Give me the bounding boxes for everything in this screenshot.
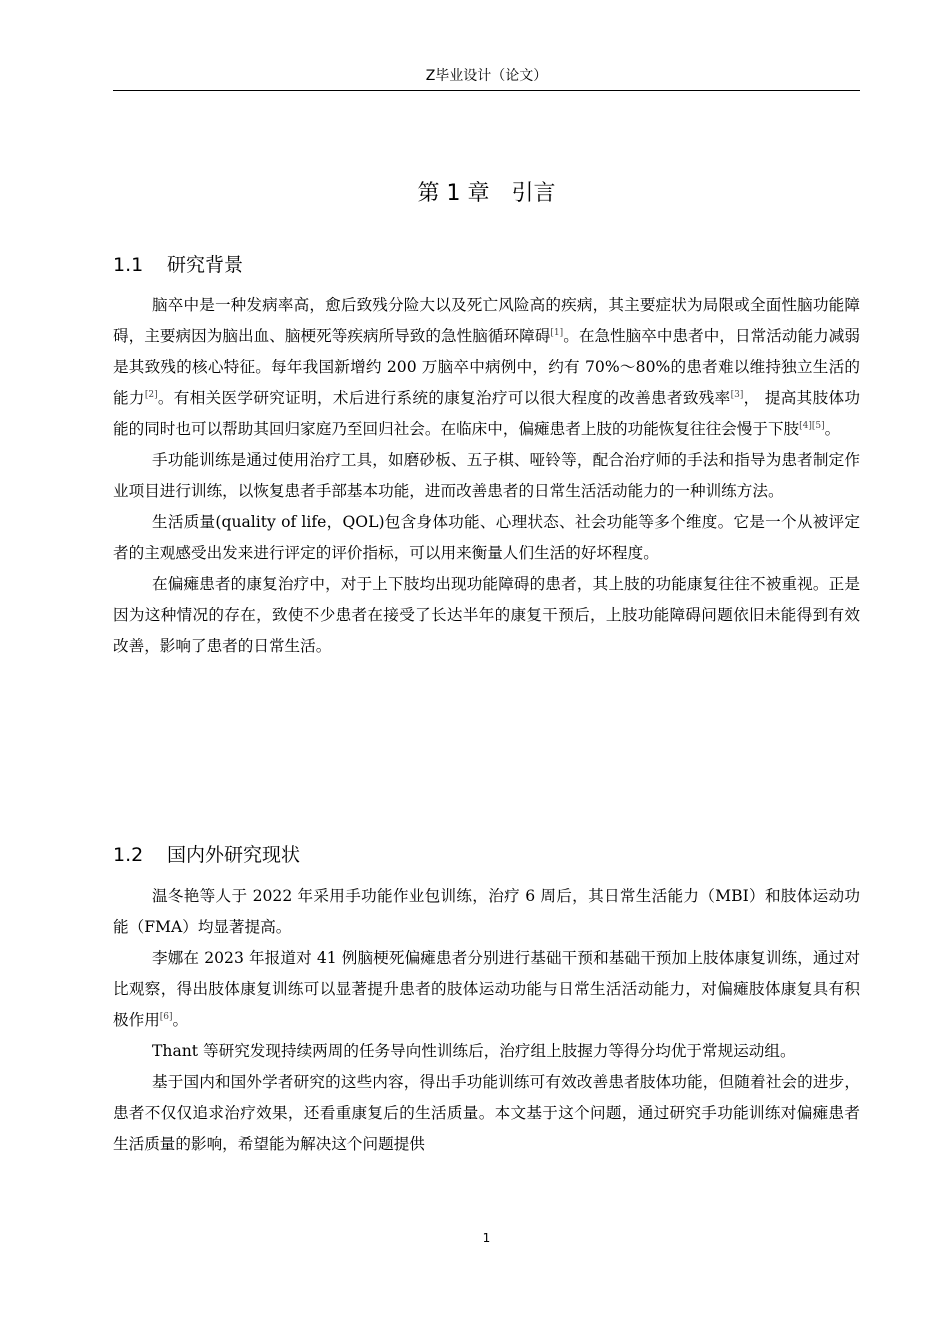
body-paragraph (113, 943, 860, 1036)
body-paragraph (113, 881, 860, 943)
section-heading (113, 841, 860, 869)
paragraph-text: 基于国内和国外学者研究的这些内容，得出手功能训练可有效改善患者肢体功能，但随着社会的进步，患者不仅仅追求治疗效果，还看重康复后的生活质量。本文基于这个问题，通过研究手功能训练对偏瘫患者生活质量的影响，希望能为解决这个问题提供 (113, 1073, 860, 1153)
header-rule (113, 90, 860, 91)
chapter-name: 引言 (511, 181, 556, 206)
body-paragraph (113, 569, 860, 662)
section-body (113, 290, 860, 662)
page-number: 1 (482, 1231, 491, 1245)
section-number: 1.2 (113, 844, 144, 866)
paragraph-text: 。在急性脑卒中患者中，日常活动能力减弱是其致残的核心特征。每年我国新增约 200 万脑卒中病例中，约有 70%～80%的患者难以维持独立生活的能力 (113, 327, 860, 407)
body-paragraph (113, 1036, 860, 1067)
citation-ref[interactable]: [4][5] (799, 420, 825, 431)
chapter-number: 第 1 章 (417, 181, 490, 206)
body-paragraph (113, 507, 860, 569)
body-paragraph (113, 445, 860, 507)
body-paragraph (113, 290, 860, 445)
body-paragraph (113, 1067, 860, 1160)
citation-ref[interactable]: [6] (159, 1011, 173, 1022)
paragraph-text: Thant 等研究发现持续两周的任务导向性训练后，治疗组上肢握力等得分均优于常规运动组。 (152, 1042, 796, 1060)
section-number: 1.1 (113, 254, 144, 276)
section-body (113, 881, 860, 1160)
chapter-title (113, 178, 860, 210)
paragraph-text: 李娜在 2023 年报道对 41 例脑梗死偏瘫患者分别进行基础干预和基础干预加上肢体康复训练，通过对比观察，得出肢体康复训练可以显著提升患者的肢体运动功能与日常生活活动能力，对偏瘫肢体康复具有积极作用 (113, 949, 860, 1029)
section-title: 国内外研究现状 (167, 844, 301, 866)
paragraph-text: 生活质量(quality of life，QOL)包含身体功能、心理状态、社会功能等多个维度。它是一个从被评定者的主观感受出发来进行评定的评价指标，可以用来衡量人们生活的好坏程度。 (113, 513, 860, 562)
paragraph-text: 。 (824, 420, 841, 438)
section-title: 研究背景 (167, 254, 244, 276)
paragraph-text: 在偏瘫患者的康复治疗中，对于上下肢均出现功能障碍的患者，其上肢的功能康复往往不被重视。正是因为这种情况的存在，致使不少患者在接受了长达半年的康复干预后，上肢功能障碍问题依旧未能得到有效改善，影响了患者的日常生活。 (113, 575, 860, 655)
citation-ref[interactable]: [1] (550, 327, 564, 338)
citation-ref[interactable]: [2] (144, 389, 158, 400)
paragraph-text: 手功能训练是通过使用治疗工具，如磨砂板、五子棋、哑铃等，配合治疗师的手法和指导为患者制定作业项目进行训练，以恢复患者手部基本功能，进而改善患者的日常生活活动能力的一种训练方法。 (113, 451, 860, 500)
section-heading (113, 251, 860, 279)
running-header: Z毕业设计（论文） (425, 68, 548, 84)
citation-ref[interactable]: [3] (730, 389, 744, 400)
paragraph-text: 脑卒中是一种发病率高，愈后致残分险大以及死亡风险高的疾病，其主要症状为局限或全面性脑功能障碍，主要病因为脑出血、脑梗死等疾病所导致的急性脑循环障碍 (113, 296, 860, 345)
paragraph-text: 温冬艳等人于 2022 年采用手功能作业包训练，治疗 6 周后，其日常生活能力（MBI）和肢体运动功能（FMA）均显著提高。 (113, 887, 860, 936)
paragraph-text: 。有相关医学研究证明，术后进行系统的康复治疗可以很大程度的改善患者致残率 (157, 389, 731, 407)
paragraph-text: 。 (172, 1011, 189, 1029)
paragraph-text: ， 提高其肢体功能的同时也可以帮助其回归家庭乃至回归社会。在临床中，偏瘫患者上肢的功能恢复往往会慢于下肢 (113, 389, 860, 438)
